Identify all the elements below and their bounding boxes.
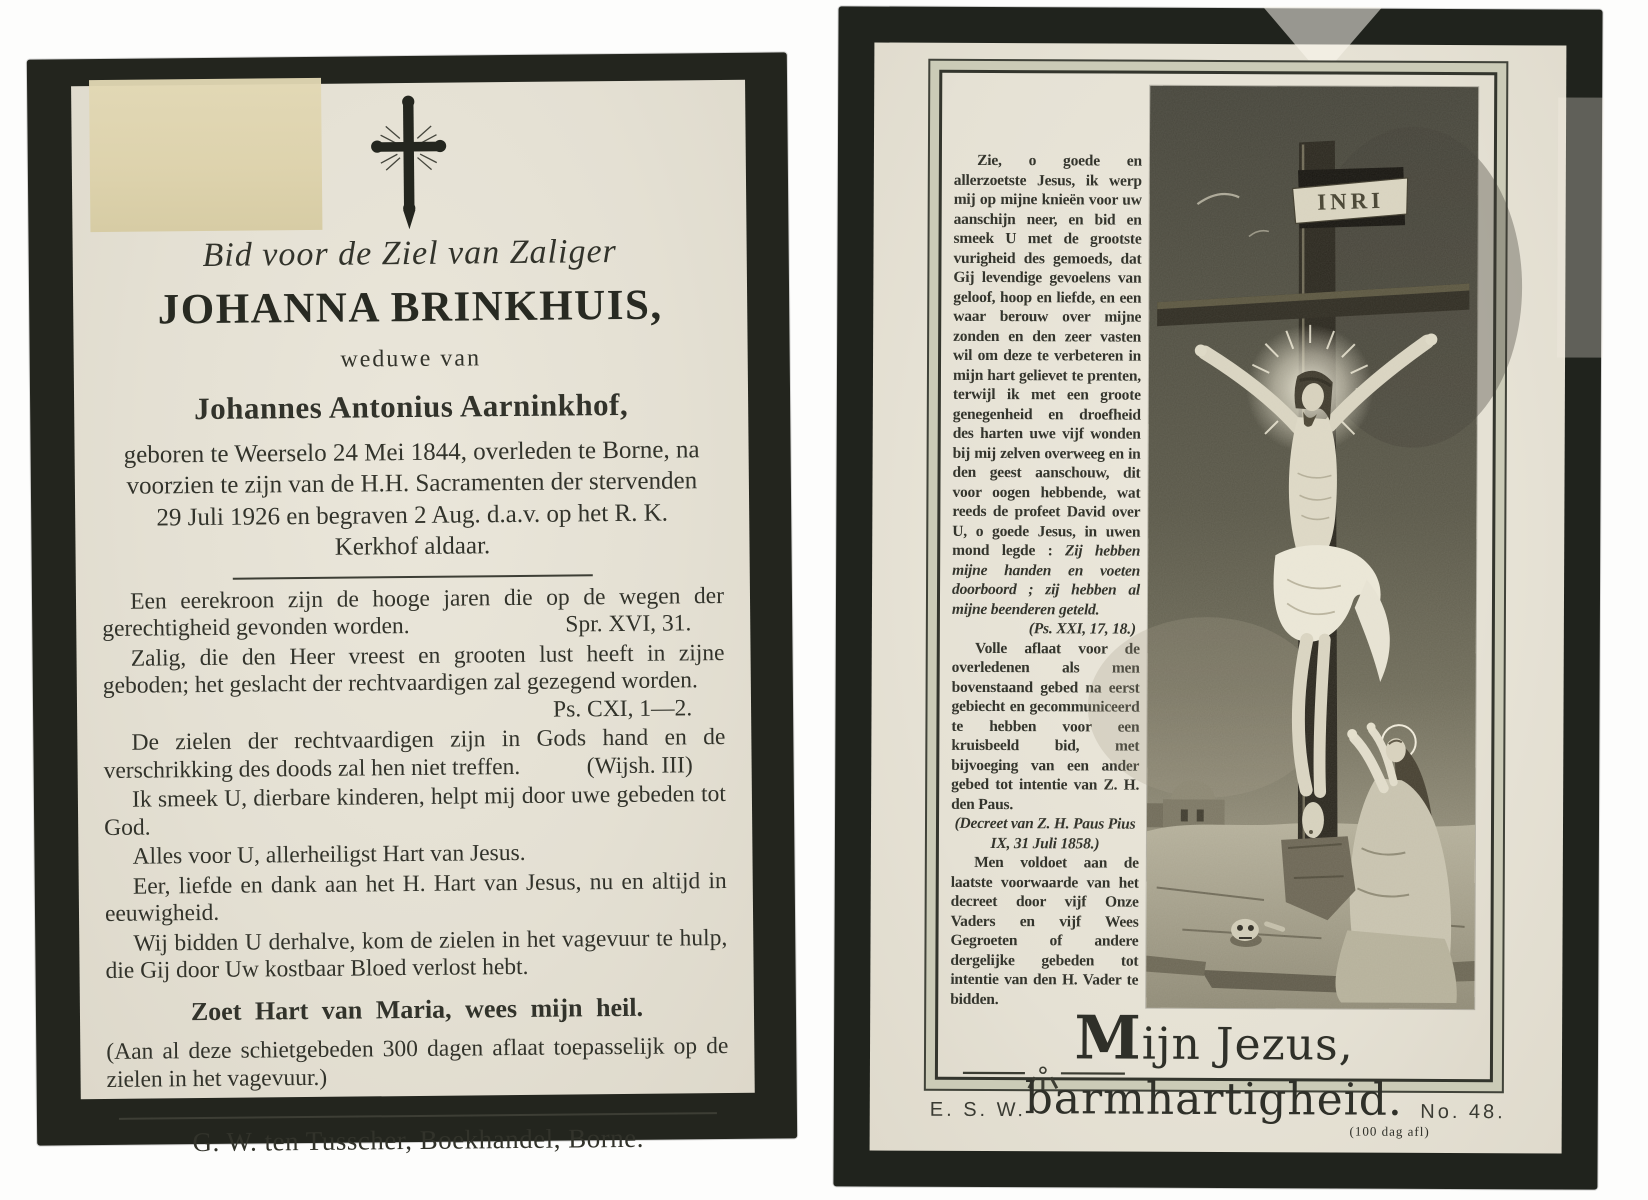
imprint-row	[930, 1099, 1506, 1125]
verse	[104, 781, 726, 842]
indulgence-note: (Aan al deze schietgebeden 300 dagen aflaat toepasselijk op de zielen in het vagevuur.)	[106, 1032, 729, 1093]
svg-text:INRI: INRI	[1316, 187, 1385, 215]
series-number: No. 48.	[1420, 1100, 1506, 1124]
memorial-card-image-side	[833, 6, 1602, 1189]
intro-line: Bid voor de Ziel van Zaliger	[202, 233, 617, 274]
motto-indulgence-note: (100 dag afl)	[1349, 1123, 1430, 1139]
verse	[105, 868, 727, 929]
crucifixion-engraving	[1146, 86, 1478, 1009]
verse-citation: Ps. CXI, 1—2.	[552, 695, 693, 723]
verse-text: Ik smeek U, dierbare kinderen, helpt mij door uwe gebeden tot God.	[104, 781, 727, 841]
card-paper	[870, 42, 1567, 1153]
spouse-name: Johannes Antonius Aarninkhof,	[193, 386, 629, 427]
prayer-quote: Zij hebben mijne handen en voeten doorboord ; zij hebben al mijne beenderen geteld.	[951, 542, 1141, 618]
verse-citation: Spr. XVI, 31.	[565, 610, 692, 639]
tape-patch	[89, 78, 322, 232]
publisher-initials: E. S. W.	[929, 1098, 1027, 1122]
prayer-column	[950, 151, 1142, 1094]
aspiration-line: Zoet Hart van Maria, wees mijn heil.	[190, 992, 644, 1026]
tape-patch	[1557, 97, 1604, 357]
decree-citation: (Decreet van Z. H. Paus Pius IX, 31 Juli 1858.)	[954, 814, 1136, 852]
verse-text: Zalig, die den Heer vreest en grooten lust heeft in zijne geboden; het geslacht der rechtvaardigen zal gezegend worden.	[102, 639, 725, 700]
footer-divider	[119, 1112, 716, 1120]
verse	[103, 724, 725, 785]
motto-text: Mijn Jezus, barmhartigheid.	[1024, 1003, 1404, 1126]
verse	[104, 838, 726, 871]
verse	[105, 925, 727, 986]
verse-text: Wij bidden U derhalve, kom de zielen in het vagevuur te hulp, die Gij door Uw kostbaar Bloed verlost hebt.	[105, 924, 728, 985]
card-paper	[71, 80, 755, 1157]
memorial-card-text-side	[27, 52, 797, 1157]
section-divider	[232, 574, 593, 579]
verse-text: Eer, liefde en dank aan het H. Hart van Jesus, nu en altijd in eeuwigheid.	[104, 867, 727, 928]
verse-text: Alles voor U, allerheiligst Hart van Jesus.	[132, 840, 526, 871]
biography-paragraph: geboren te Weerselo 24 Mei 1844, overleden te Borne, na voorzien te zijn van de H.H. Sacramenten der stervenden 29 Juli 1926 en begraven 2 Aug. d.a.v. op het R. K. Kerkhof aldaar.	[123, 436, 700, 561]
deceased-name: JOHANNA BRINKHUIS,	[157, 281, 663, 334]
verse-citation: (Wijsh. III)	[586, 752, 693, 780]
relation-line: weduwe van	[340, 345, 482, 373]
psalm-citation: (Ps. XXI, 17, 18.)	[1028, 620, 1136, 638]
verse-text: De zielen der rechtvaardigen zijn in Gods hand en de verschrikking des doods zal hen niet treffen.	[103, 724, 726, 784]
verse	[102, 640, 725, 728]
scripture-verses	[102, 583, 728, 986]
indulgence-paragraph: Volle aflaat voor de overledenen als men bovenstaand gebed na eerst gebiecht en gecommuniceerd te hebben voor een kruisbeeld bid, met bijvoeging van een ander gebed tot intentie van Z. H. den Paus.	[951, 639, 1140, 813]
prayer-opening: Zie, o goede en allerzoetste Jesus, ik werp mij op mijne knieën voor uw aanschijn neer, en bid en smeek U met de grootste vurigheid des gemoeds, dat Gij levendige gevoelens van geloof, hoop en liefde, en een waar berouw over mijne zonden en den zeer vasten wil om deze te verbeteren in mijn hart gelievet te prenten, terwijl ik met een groote genegenheid en droefheid des harten uwe vijf wonden bij mij zelven overweeg en in den geest aanschouw, dit voor oogen hebbende, wat reeds de profeet David over U, o goede Jesus, in uwen mond legde :	[952, 151, 1142, 560]
verse	[102, 583, 724, 644]
printer-imprint: G. W. ten Tusscher, Boekhandel, Borne.	[192, 1122, 645, 1157]
prayer-paragraph	[952, 151, 1142, 620]
verse-text: Een eerekroon zijn de hooge jaren die op de wegen der gerechtigheid gevonden worden.	[102, 583, 725, 643]
condition-paragraph: Men voldoet aan de laatste voorwaarde van het decreet door vijf Onze Vaders en vijf Wees Gegroeten of andere dergelijke gebeden tot intentie van den H. Vader te bidden.	[950, 853, 1139, 1008]
